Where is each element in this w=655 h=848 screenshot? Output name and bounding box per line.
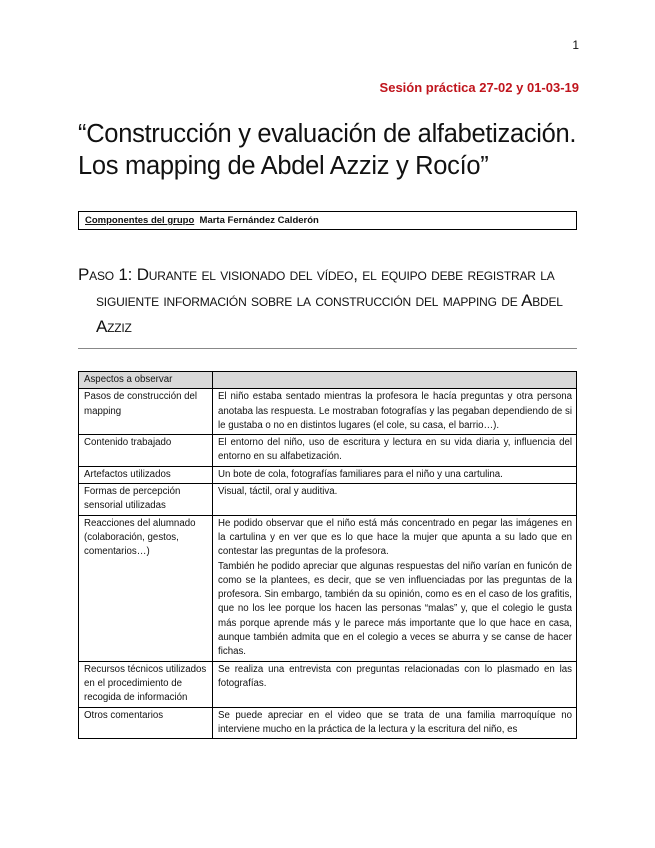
row-text bbox=[213, 389, 577, 435]
header-cell-empty bbox=[213, 372, 577, 389]
step-heading-line: siguiente información sobre la construcción del mapping de Abdel bbox=[96, 291, 563, 310]
observation-table bbox=[78, 371, 577, 739]
step-heading-line: Paso 1: Durante el visionado del vídeo, el equipo debe registrar la bbox=[78, 265, 555, 284]
row-paragraph: Se realiza una entrevista con preguntas relacionadas con lo plasmado en las fotografías. bbox=[218, 663, 572, 689]
table-row bbox=[79, 707, 577, 739]
table-row bbox=[79, 435, 577, 467]
group-label: Componentes del grupo bbox=[85, 215, 195, 226]
row-text bbox=[213, 484, 577, 516]
row-paragraph: El niño estaba sentado mientras la profesora le hacía preguntas y otra persona anotaba las respuesta. Le mostraban fotografías y las pegaban dependiendo de si le gustaba o no en distintos lugares (el cole, su casa, el barrio…). bbox=[218, 391, 572, 431]
row-label: Recursos técnicos utilizados en el procedimiento de recogida de información bbox=[79, 661, 213, 707]
table-row bbox=[79, 484, 577, 516]
row-text bbox=[213, 466, 577, 483]
page-number: 1 bbox=[572, 38, 579, 52]
row-text bbox=[213, 707, 577, 739]
step-heading-line: Azziz bbox=[96, 317, 132, 336]
row-label: Pasos de construcción del mapping bbox=[79, 389, 213, 435]
table-row bbox=[79, 661, 577, 707]
table-row bbox=[79, 466, 577, 483]
row-label: Otros comentarios bbox=[79, 707, 213, 739]
header-cell-aspects: Aspectos a observar bbox=[79, 372, 213, 389]
session-date: Sesión práctica 27-02 y 01-03-19 bbox=[379, 80, 579, 95]
group-members-box bbox=[78, 211, 577, 230]
title-line: Los mapping de Abdel Azziz y Rocío” bbox=[78, 152, 489, 180]
row-paragraph: También he podido apreciar que algunas respuestas del niño varían en funicón de como se la plantees, es decir, que se ven influenciadas por las preguntas de la profesora. Sin embargo, también da su opinión, como es en el caso de los grafitis, que no los lee porque los hacen las personas “malas” y, que el colegio le gusta más porque aprende más y le parece más importante que lo que hace en casa, aunque también admita que en el colegio a veces se aburra y se canse de hacer fichas. bbox=[218, 560, 572, 658]
group-member-name: Marta Fernández Calderón bbox=[199, 215, 319, 226]
row-paragraph: He podido observar que el niño está más concentrado en pegar las imágenes en la cartulina y en ver que es lo que hace la mujer que apunta a su lado que en contestar las preguntas de la profesora. bbox=[218, 517, 572, 558]
step-heading bbox=[78, 262, 583, 340]
row-label: Artefactos utilizados bbox=[79, 466, 213, 483]
row-paragraph: Se puede apreciar en el video que se trata de una familia marroquíque no interviene mucho en la práctica de la lectura y la escritura del niño, es bbox=[218, 709, 572, 735]
row-text bbox=[213, 515, 577, 661]
table-header-row bbox=[79, 372, 577, 389]
section-divider bbox=[78, 348, 577, 349]
row-label: Contenido trabajado bbox=[79, 435, 213, 467]
row-text bbox=[213, 661, 577, 707]
title-line: “Construcción y evaluación de alfabetización. bbox=[78, 120, 577, 148]
row-paragraph: Visual, táctil, oral y auditiva. bbox=[218, 486, 338, 498]
row-text bbox=[213, 435, 577, 467]
row-paragraph: Un bote de cola, fotografías familiares para el niño y una cartulina. bbox=[218, 468, 503, 480]
row-label: Formas de percepción sensorial utilizadas bbox=[79, 484, 213, 516]
document-title bbox=[78, 118, 608, 182]
row-label: Reacciones del alumnado (colaboración, gestos, comentarios…) bbox=[79, 515, 213, 661]
table-row bbox=[79, 389, 577, 435]
table-row bbox=[79, 515, 577, 661]
row-paragraph: El entorno del niño, uso de escritura y lectura en su vida diaria y, influencia del entorno en su alfabetización. bbox=[218, 437, 572, 463]
